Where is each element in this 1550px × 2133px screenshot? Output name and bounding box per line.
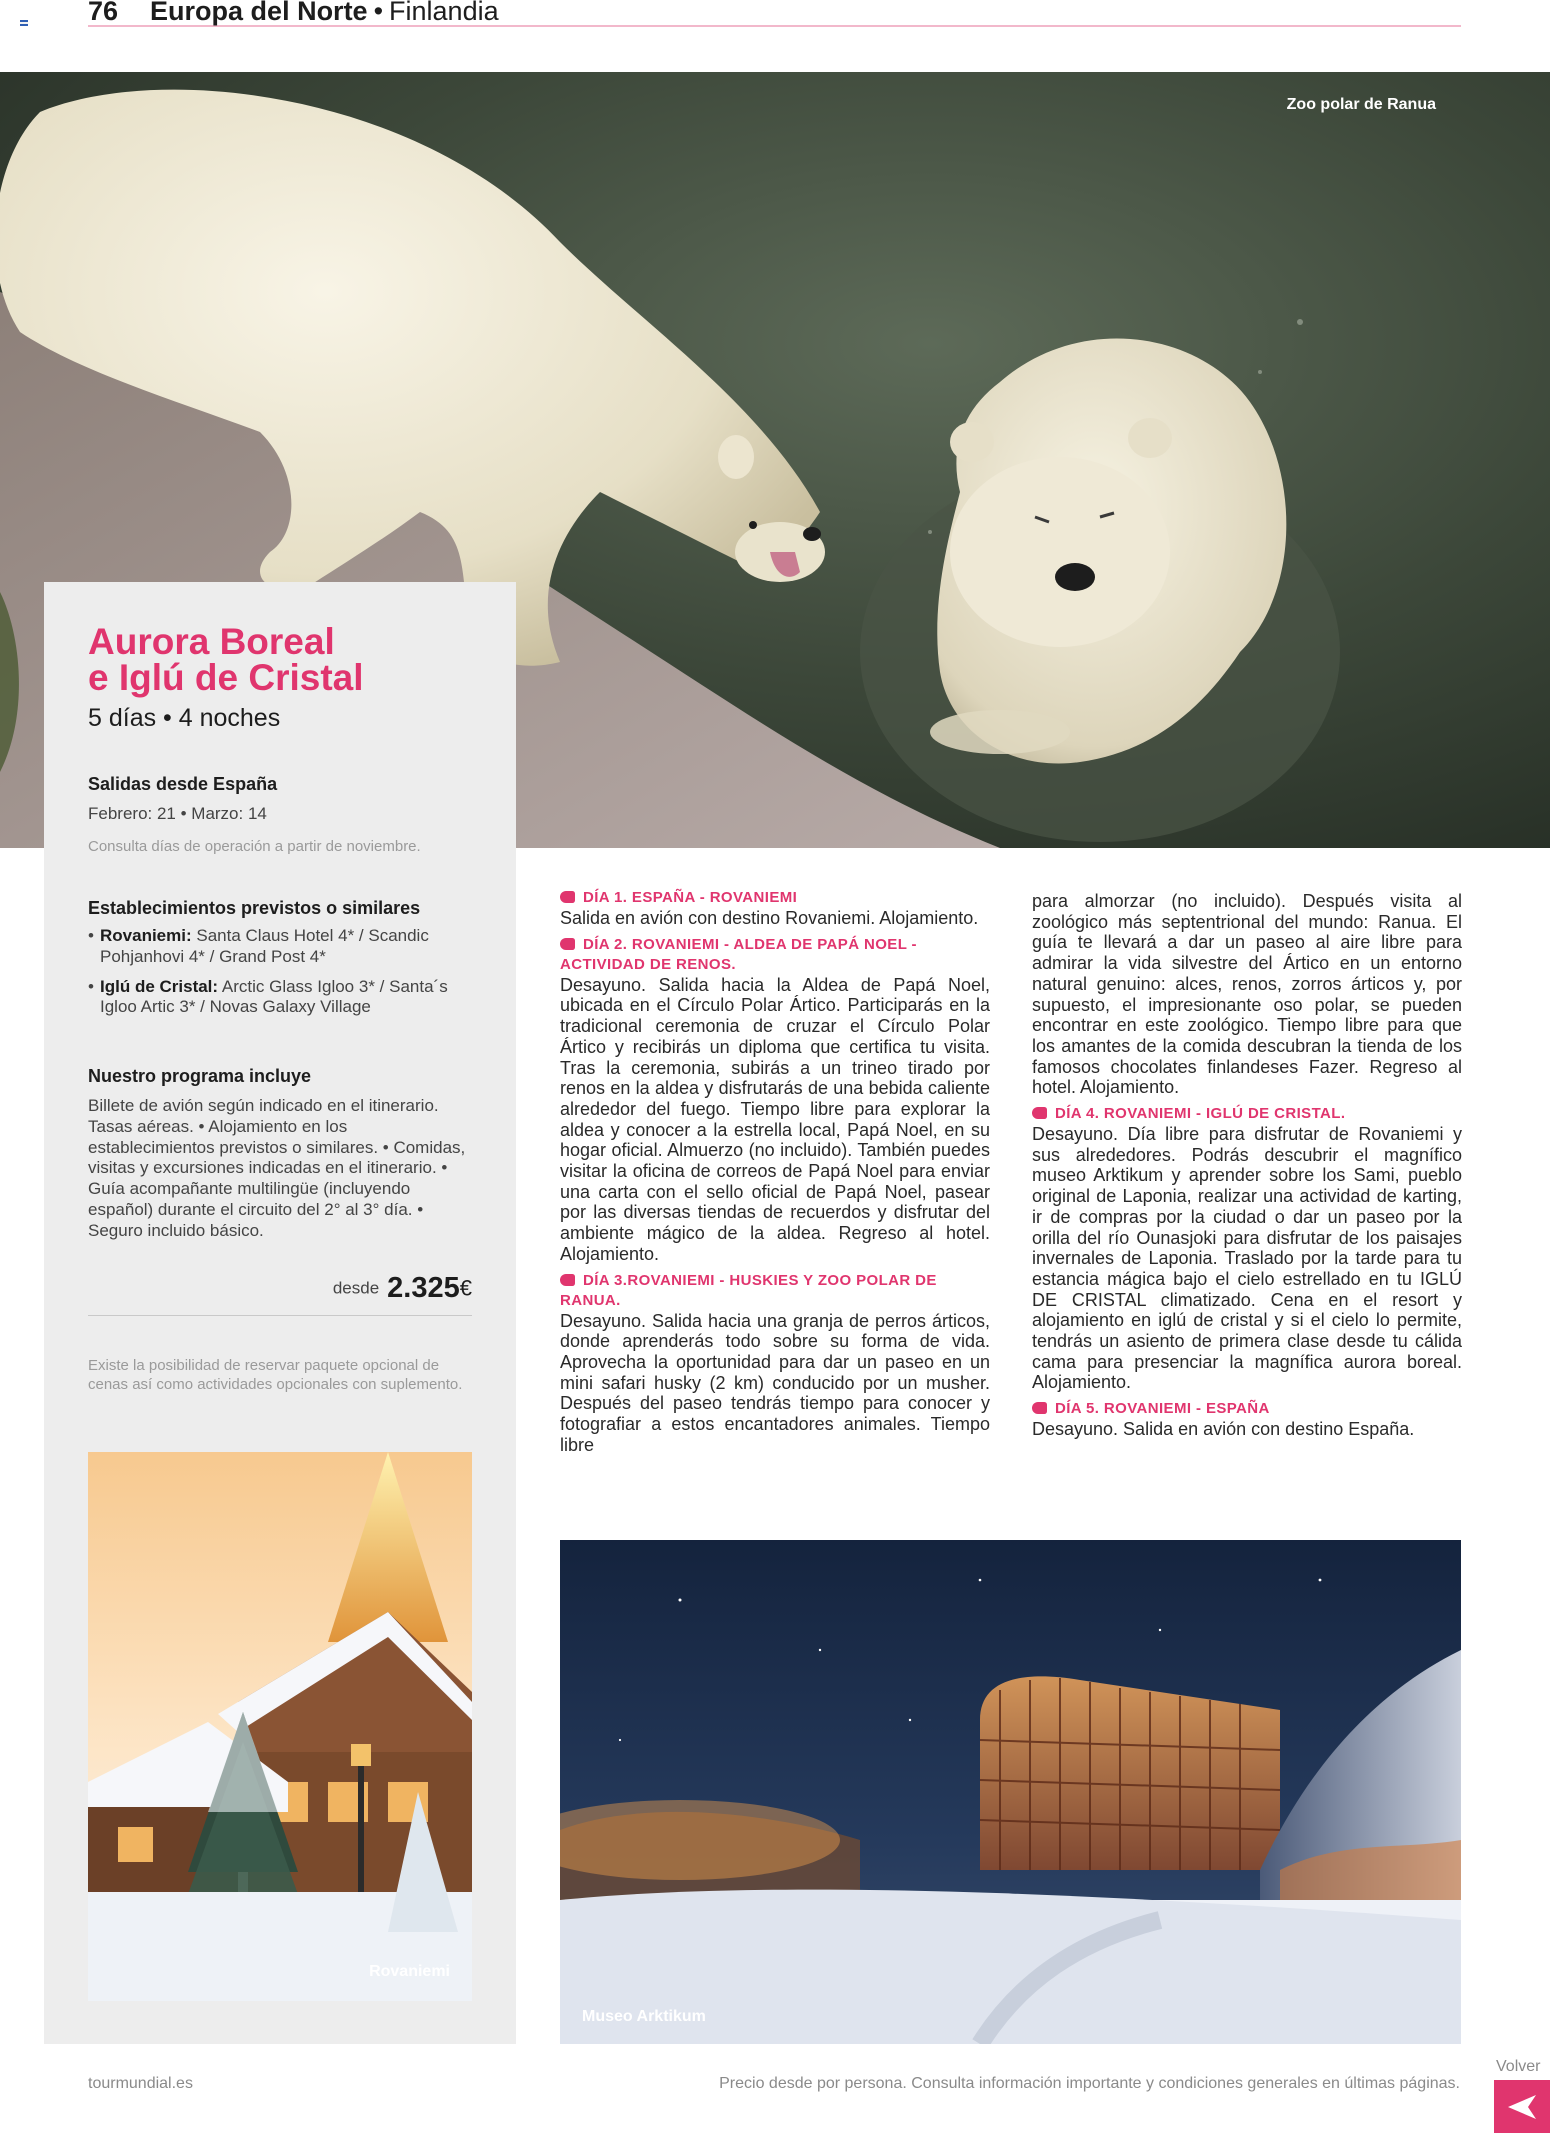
page-region: Europa del Norte: [150, 0, 368, 26]
day3-text-a: Desayuno. Salida hacia una granja de perros árticos, donde aprenderás todo sobre su forma de vida. Aprovecha la oportunidad para dar un paseo en un mini safari husky (2 km) conducido por un musher. Después del paseo tendrás tiempo para conocer y fotografiar a estos encantadores animales. Tiempo libre: [560, 1310, 990, 1455]
tour-duration: 5 días • 4 noches: [88, 704, 281, 732]
footer-site[interactable]: tourmundial.es: [88, 2075, 193, 2092]
optional-note: Existe la posibilidad de reservar paquete opcional de cenas así como actividades opcionales con suplemento.: [88, 1357, 463, 1393]
day2-heading: [560, 935, 990, 975]
day1-heading: [560, 888, 990, 908]
price-currency: €: [459, 1275, 472, 1301]
day3-text-b: para almorzar (no incluido). Después visita al zoológico más septentrional del mundo: Ranua. El guía te llevará a dar un paseo al aire libre para admirar la vida silvestre del Ártico en un entorno natural genuino: alces, renos, zorros árticos y, por supuesto, el impresionante oso polar, se pueden encontrar en este zoológico. Tiempo libre para que los amantes de la comida descubran la tienda de los famosos chocolates finlandeses Fazer. Regreso al hotel. Alojamiento.: [1032, 891, 1462, 1098]
hero-caption: Zoo polar de Ranua: [1286, 96, 1436, 113]
tour-info-panel: [44, 582, 516, 2044]
day5-title: DÍA 5. ROVANIEMI - ESPAÑA: [1055, 1400, 1270, 1418]
price-from-label: desde: [332, 1278, 380, 1298]
hotel-place: Rovaniemi:: [100, 926, 192, 945]
tour-title-line2: e Iglú de Cristal: [88, 657, 364, 698]
back-label: Volver: [1496, 2058, 1541, 2075]
rovaniemi-caption: Rovaniemi: [369, 1963, 450, 1980]
footer-note: Precio desde por persona. Consulta información importante y condiciones generales en últimas páginas.: [719, 2075, 1460, 2092]
hotels-list: [88, 926, 478, 1027]
header-separator: •: [373, 0, 384, 26]
hotel-place: Iglú de Cristal:: [100, 976, 219, 996]
pink-tag-icon: [1032, 1402, 1047, 1414]
departures-dates: Febrero: 21 • Marzo: 14: [88, 804, 267, 823]
santa-village-image: [88, 1452, 472, 2001]
day2-title: DÍA 2. ROVANIEMI - ALDEA DE PAPÁ NOEL - ACTIVIDAD DE RENOS.: [560, 935, 917, 973]
price-row: [88, 1272, 472, 1316]
day1-text: Salida en avión con destino Rovaniemi. Alojamiento.: [560, 908, 979, 928]
back-button[interactable]: [1494, 2080, 1550, 2133]
pink-tag-icon: [560, 1274, 575, 1286]
hotel-names: Arctic Glass Igloo 3* / Santa´s Igloo Artic 3* / Novas Galaxy Village: [100, 976, 448, 1017]
page-country: Finlandia: [389, 0, 499, 26]
rovaniemi-photo: [88, 1452, 472, 2001]
departures-note: Consulta días de operación a partir de noviembre.: [88, 838, 421, 855]
museum-photo: [560, 1540, 1461, 2044]
tour-title-line1: Aurora Boreal: [88, 621, 335, 662]
day2-text: Desayuno. Salida hacia la Aldea de Papá Noel, ubicada en el Círculo Polar Ártico. Participarás en la tradicional ceremonia de cruzar el Círculo Polar Ártico y recibirás un diploma que certifica tu visita. Tras la ceremonia, subirás a un trineo tirado por renos en la aldea y disfrutarás de una bebida caliente alrededor del fuego. Tiempo libre para explorar la aldea y conocer a la estrella local, Papá Noel, en su hogar oficial. Almuerzo (no incluido). También puedes visitar la oficina de correos de Papá Noel para enviar una carta con el sello oficial de Papá Noel, pasear por las diversas tiendas de recuerdos y disfrutar del ambiente mágico de la aldea. Regreso al hotel. Alojamiento.: [560, 974, 990, 1264]
pink-tag-icon: [560, 891, 575, 903]
departures-heading: Salidas desde España: [88, 774, 278, 794]
day5-heading: [1032, 1399, 1462, 1419]
day3-title: DÍA 3.ROVANIEMI - HUSKIES Y ZOO POLAR DE RANUA.: [560, 1271, 937, 1309]
hotels-heading: Establecimientos previstos o similares: [88, 898, 421, 918]
day4-text: Desayuno. Día libre para disfrutar de Rovaniemi y sus alrededores. Podrás descubrir el magnífico museo Arktikum y aprender sobre los Sami, pueblo original de Laponia, realizar una actividad de karting, ir de compras por la ciudad o dar un paseo por la orilla del río Ounasjoki para disfrutar de los paisajes invernales de Laponia. Traslado por la tarde para tu estancia mágica bajo el cielo estrellado en tu IGLÚ DE CRISTAL climatizado. Cena en el resort y alojamiento en iglú de cristal y si el cielo lo permite, tendrás un asiento de primera clase desde tu cálida cama para presenciar la magnífica aurora boreal. Alojamiento.: [1032, 1124, 1462, 1393]
tour-title: [88, 621, 488, 698]
page-number: 76: [88, 0, 119, 26]
hotel-names: Santa Claus Hotel 4* / Scandic Pohjanhovi 4* / Grand Post 4*: [100, 926, 429, 966]
hotel-item: [88, 977, 478, 1019]
day4-heading: [1032, 1104, 1462, 1124]
includes-heading: Nuestro programa incluye: [88, 1066, 312, 1086]
pink-tag-icon: [560, 938, 575, 950]
itinerary-column-2: [1032, 891, 1462, 1442]
day4-title: DÍA 4. ROVANIEMI - IGLÚ DE CRISTAL.: [1055, 1105, 1346, 1123]
price-value: 2.325: [387, 1272, 460, 1304]
arrow-left-icon: [1506, 2094, 1538, 2120]
pink-tag-icon: [1032, 1107, 1047, 1119]
itinerary-column-1: [560, 888, 990, 1457]
museum-caption: Museo Arktikum: [582, 2008, 706, 2025]
day5-text: Desayuno. Salida en avión con destino España.: [1032, 1419, 1415, 1440]
includes-text: Billete de avión según indicado en el itinerario. Tasas aéreas. • Alojamiento en los establecimientos previstos o similares. • Comidas, visitas y excursiones indicadas en el itinerario. • Guía acompañante multilingüe (incluyendo español) durante el circuito del 2° al 3° día. • Seguro incluido básico.: [88, 1096, 466, 1240]
day1-title: DÍA 1. ESPAÑA - ROVANIEMI: [583, 889, 798, 906]
day3-heading: [560, 1271, 990, 1311]
hotel-item: [88, 926, 478, 968]
arktikum-image: [560, 1540, 1461, 2044]
page-header: [88, 0, 1461, 27]
flag-icon: [20, 20, 28, 26]
